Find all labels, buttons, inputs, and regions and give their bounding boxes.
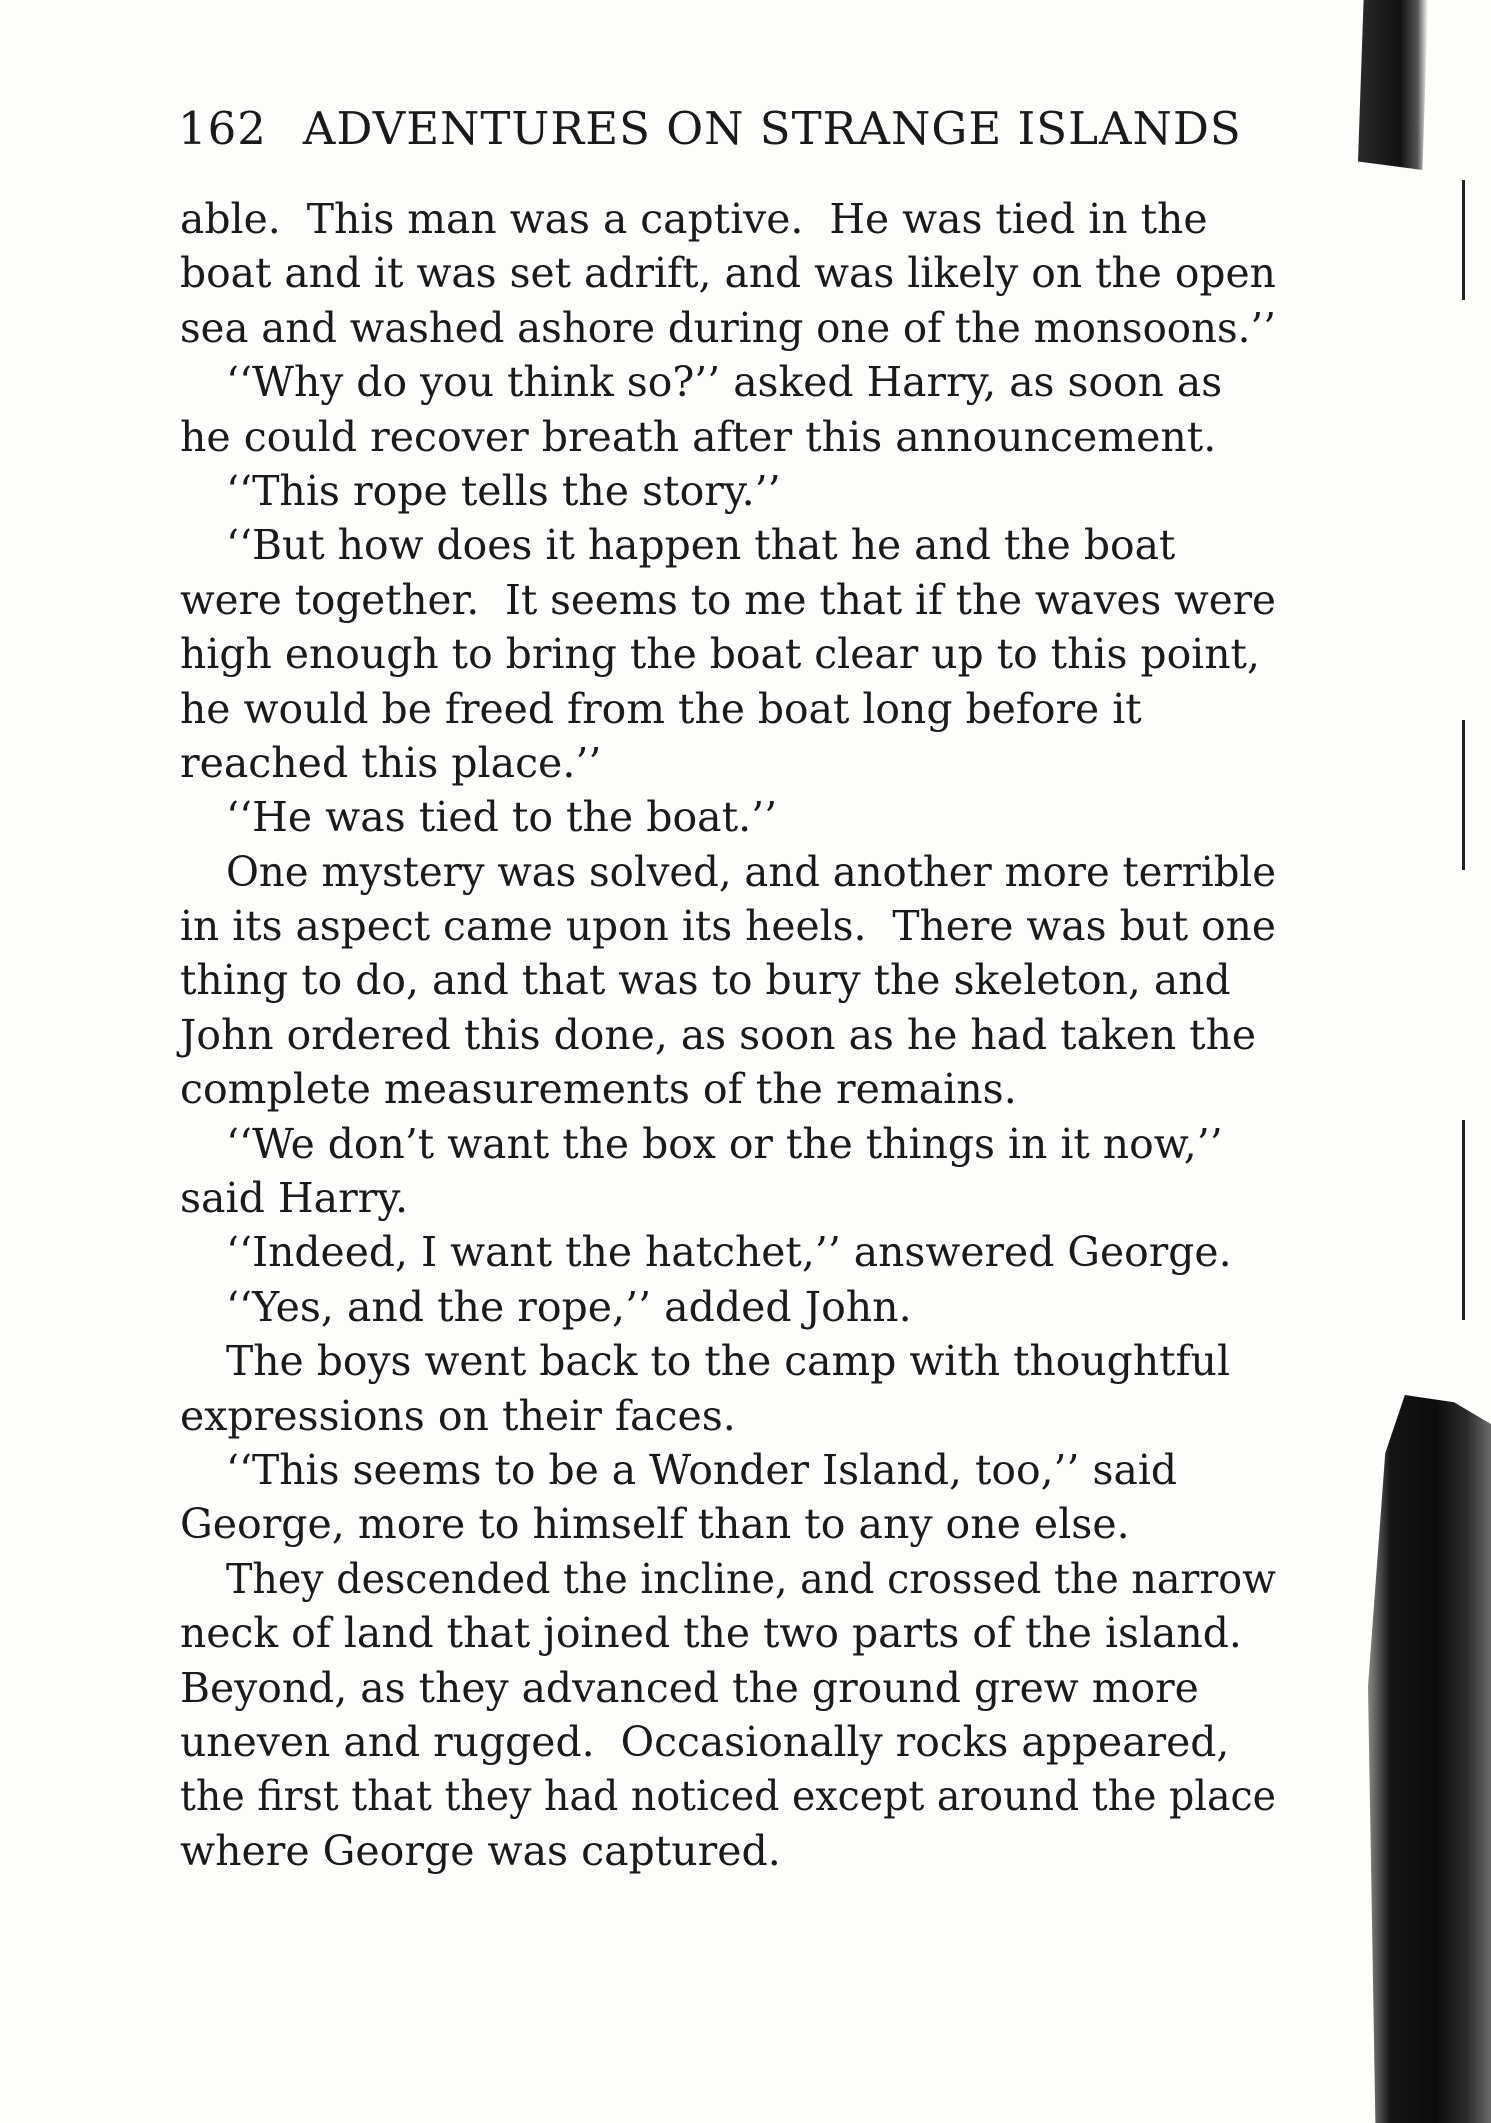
text-line: thing to do, and that was to bury the skeleton, and — [180, 956, 1231, 1005]
text-line: were together. It seems to me that if the waves were — [180, 575, 1277, 624]
text-line: They descended the incline, and crossed the narrow — [226, 1554, 1276, 1603]
text-line: ‘‘Why do you think so?’’ asked Harry, as soon as — [226, 358, 1223, 407]
text-line: reached this place.’’ — [180, 738, 602, 787]
text-line: where George was captured. — [180, 1826, 781, 1875]
binding-shadow-bottom — [1368, 1395, 1491, 2123]
text-line: ‘‘Indeed, I want the hatchet,’’ answered George. — [226, 1228, 1232, 1277]
text-line: expressions on their faces. — [180, 1391, 736, 1440]
text-line: in its aspect came upon its heels. There was but one — [180, 902, 1276, 951]
text-line: uneven and rugged. Occasionally rocks appeared, — [180, 1717, 1230, 1766]
binding-edge-line — [1462, 720, 1465, 870]
text-line: ‘‘Yes, and the rope,’’ added John. — [226, 1282, 912, 1331]
text-line: neck of land that joined the two parts of the island. — [180, 1609, 1242, 1658]
text-line: One mystery was solved, and another more terrible — [226, 847, 1277, 896]
text-line: he would be freed from the boat long before it — [180, 684, 1142, 733]
text-line: George, more to himself than to any one else. — [180, 1500, 1130, 1549]
running-header — [178, 102, 1258, 155]
text-line: ‘‘We don’t want the box or the things in it now,’’ — [226, 1119, 1223, 1168]
binding-shadow-top — [1358, 0, 1428, 170]
text-line: boat and it was set adrift, and was likely on the open — [180, 249, 1276, 298]
text-line: the first that they had noticed except around the place — [180, 1772, 1277, 1821]
binding-edge-line — [1462, 180, 1465, 300]
text-line: said Harry. — [180, 1174, 409, 1223]
text-line: ‘‘This rope tells the story.’’ — [226, 466, 781, 515]
text-line: complete measurements of the remains. — [180, 1065, 1017, 1114]
text-line: he could recover breath after this announcement. — [180, 412, 1217, 461]
text-line: ‘‘He was tied to the boat.’’ — [226, 793, 778, 842]
text-line: sea and washed ashore during one of the monsoons.’’ — [180, 303, 1277, 352]
binding-edge-line — [1462, 1120, 1465, 1320]
page-number: 162 — [178, 102, 267, 155]
text-line: ‘‘This seems to be a Wonder Island, too,’’ said — [226, 1445, 1178, 1494]
text-line: John ordered this done, as soon as he had taken the — [180, 1010, 1257, 1059]
text-line: able. This man was a captive. He was tied in the — [180, 195, 1208, 243]
text-line: The boys went back to the camp with thoughtful — [226, 1337, 1231, 1386]
text-line: high enough to bring the boat clear up to this point, — [180, 630, 1260, 679]
running-title: ADVENTURES ON STRANGE ISLANDS — [302, 102, 1242, 155]
text-line: Beyond, as they advanced the ground grew more — [180, 1663, 1199, 1712]
text-line: ‘‘But how does it happen that he and the boat — [226, 521, 1176, 570]
body-text — [180, 192, 1280, 1878]
